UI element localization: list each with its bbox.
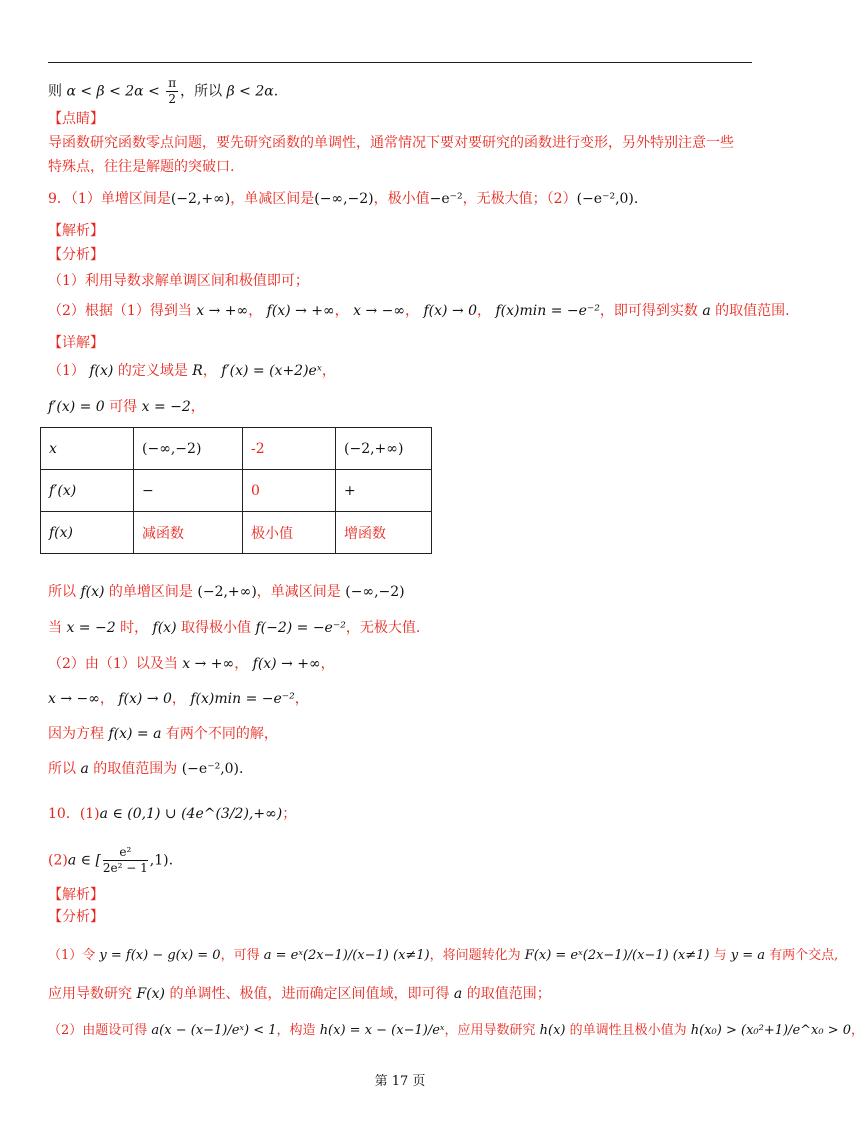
table-cell: (−2,+∞) [336,428,432,470]
math: F(x) [136,986,165,1002]
table-row [41,428,432,470]
math: f(x) [89,363,114,379]
text: ， [99,691,119,707]
text: 则 [48,83,67,100]
text: 10．(1) [48,806,100,822]
solution-line-1 [48,581,405,603]
math: (−2,+∞) [197,584,257,600]
text: ， [171,691,191,707]
q10-fenxi-line-3 [48,1020,864,1042]
math: a = eˣ(2x−1)/(x−1) (x≠1) [263,948,430,963]
frac-num: e² [103,845,148,861]
math: f(x) → +∞ [252,656,321,672]
math: f(x)min = −e⁻² [190,691,295,707]
text: 有两个不同的解， [161,726,278,742]
math: a [80,761,89,777]
math: x → −∞ [353,303,406,319]
text: 取得极小值 [176,620,256,636]
text: 9．（1）单增区间是 [48,191,171,207]
top-rule [48,62,752,63]
text: . [168,852,174,869]
text: 因为方程 [48,726,109,742]
q10-fenxi-line-1 [48,945,838,967]
solution-line-4 [48,688,309,710]
page-number: 第 17 页 [374,1074,426,1089]
math: f(x) [80,584,105,600]
text: （2）由（1）以及当 [48,656,183,672]
text: ，无极大值. [345,620,421,636]
text: ， [405,303,424,319]
math: f(x) [152,620,177,636]
monotonicity-table [40,427,432,554]
table-cell: -2 [243,428,336,470]
fenxi-line-2 [48,300,790,322]
solution-line-6 [48,758,243,780]
math: (−e⁻²,0) [576,191,634,207]
text: . [633,191,639,207]
math: a(x − (x−1)/eˣ) < 1 [151,1023,277,1038]
xiangjie-label: 【详解】 [48,335,104,351]
text: (2) [48,852,68,869]
jiexi-label: 【解析】 [48,223,104,239]
text: ，可得 [220,948,264,963]
math: h(x) [539,1023,566,1038]
table-cell: 0 [243,470,336,512]
table-cell: f′(x) [41,470,134,512]
math: ,1) [149,852,169,869]
frac-num: π [168,76,177,90]
math: (−∞,−2) [345,584,405,600]
text: （2）由题设可得 [48,1023,152,1038]
math: y = a [730,948,765,963]
text: （1） [48,363,90,379]
text: ， [477,303,496,319]
math: f(x) → +∞ [266,303,335,319]
text: 的定义域是 [113,363,193,379]
table-cell: 增函数 [336,512,432,554]
line-alpha-beta [48,76,278,107]
math: x = −2 [66,620,116,636]
math: (−∞,−2) [314,191,374,207]
text: 所以 [48,761,81,777]
text: ， [234,656,253,672]
text: （2）根据（1）得到当 [48,303,197,319]
math: f(x) → 0 [423,303,478,319]
text: （1）令 [48,948,100,963]
text: 有两个交点, [764,948,839,963]
text: ，极小值 [373,191,430,207]
text: ， [202,363,222,379]
math: f(−2) = −e⁻² [255,620,346,636]
q9-answer [48,188,638,210]
frac-den: 2e² − 1 [102,861,148,875]
text: 的取值范围； [462,986,551,1002]
xiangjie-line-2 [48,396,205,418]
math: x → −∞ [48,691,100,707]
math: x → +∞ [196,303,249,319]
table-cell: + [336,470,432,512]
q10-fenxi-line-2 [48,983,551,1005]
math: f′(x) = (x+2)eˣ [221,363,322,379]
math: a ∈ (0,1) ∪ (4e^(3/2),+∞) [99,806,283,822]
text: 当 [48,620,67,636]
text: . [273,83,279,100]
text: ，应用导数研究 [444,1023,540,1038]
text: ， [190,399,205,415]
math: −e⁻² [429,191,463,207]
q10-part1 [48,803,296,825]
table-row [41,512,432,554]
text: 与 [709,948,731,963]
text: 可得 [104,399,142,415]
text: ，即可得到实数 [599,303,703,319]
math: β < 2α [226,83,274,100]
text: ，将问题转化为 [429,948,525,963]
solution-line-3 [48,653,335,675]
text: ； [282,806,297,822]
table-cell: 减函数 [134,512,243,554]
text: ， [321,363,336,379]
frac-den: 2 [168,92,177,106]
math: x = −2 [141,399,191,415]
text: ，所以 [180,83,227,100]
math: f(x) → 0 [118,691,172,707]
math: a [453,986,463,1002]
text: ， [851,1023,864,1038]
math: f(x) = a [108,726,162,742]
math: α < β < 2α < [66,83,165,100]
dianjing-text-1: 导函数研究函数零点问题，要先研究函数的单调性，通常情况下要对要研究的函数进行变形，另外特别注意一些 [48,135,734,151]
math: h(x) = x − (x−1)/eˣ [319,1023,445,1038]
table-cell: 极小值 [243,512,336,554]
text: ，单减区间是 [256,584,346,600]
text: ，构造 [276,1023,320,1038]
pi-over-2 [166,76,178,107]
dianjing-label: 【点睛】 [48,111,104,127]
math: (−2,+∞) [170,191,231,207]
table-cell: − [134,470,243,512]
math: h(x₀) > (x₀²+1)/e^x₀ > 0 [690,1023,851,1038]
math: F(x) = eˣ(2x−1)/(x−1) (x≠1) [524,948,710,963]
text: ， [334,303,354,319]
text: 的取值范围. [710,303,790,319]
text: 的单增区间是 [104,584,198,600]
math: (−e⁻²,0) [181,761,240,777]
math: R [192,363,203,379]
xiangjie-line-1 [48,360,336,382]
fraction [103,845,148,876]
q10-fenxi-label: 【分析】 [48,909,104,925]
table-row [41,470,432,512]
text: 的单调性、极值，进而确定区间值域，即可得 [165,986,454,1002]
math: f′(x) = 0 [48,399,105,415]
q10-part2 [48,845,173,876]
text: ， [248,303,267,319]
table-cell: f(x) [41,512,134,554]
table-cell: x [41,428,134,470]
math: a ∈ [ [67,852,101,869]
solution-line-5 [48,723,278,745]
solution-line-2 [48,617,420,639]
text: 的单调性且极小值为 [565,1023,691,1038]
fenxi-label: 【分析】 [48,247,104,263]
text: . [239,761,244,777]
math: a [702,303,711,319]
text: ， [320,656,335,672]
math: x → +∞ [182,656,235,672]
q10-jiexi-label: 【解析】 [48,887,104,903]
math: y = f(x) − g(x) = 0 [99,948,221,963]
text: 的取值范围为 [88,761,182,777]
text: ，单减区间是 [230,191,315,207]
text: ， [294,691,309,707]
text: 应用导数研究 [48,986,137,1002]
fenxi-line-1: （1）利用导数求解单调区间和极值即可； [48,273,309,289]
math: f(x)min = −e⁻² [495,303,600,319]
table-cell: (−∞,−2) [134,428,243,470]
text: ，无极大值；（2） [462,191,577,207]
dianjing-text-2: 特殊点，往往是解题的突破口. [48,159,235,175]
text: 时， [115,620,153,636]
text: 所以 [48,584,81,600]
